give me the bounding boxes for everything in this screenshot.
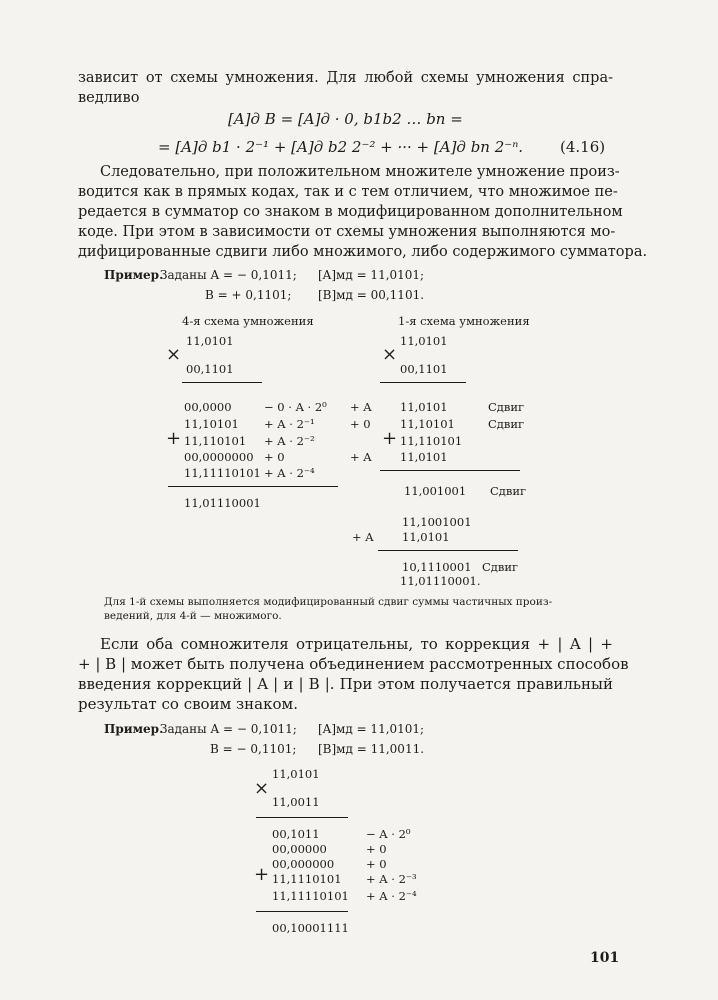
intro-line: ведливо	[78, 90, 140, 106]
scheme-1-add-op: + A	[350, 400, 372, 414]
scheme-4-multiplicand: 11,0101	[186, 334, 234, 348]
scheme-1-row: 11,10101	[400, 417, 455, 431]
plus-sign: +	[166, 428, 182, 449]
example-2-op: + 0	[366, 842, 387, 856]
scheme-4-result: 11,01110001	[184, 496, 261, 510]
scheme-4-header: 4-я схема умножения	[182, 314, 314, 328]
divider	[168, 486, 338, 487]
scheme-1-row: 11,0101	[402, 530, 450, 544]
multiply-sign: ×	[382, 344, 398, 365]
scheme-1-result: 11,01110001.	[400, 574, 481, 588]
paragraph-line: водится как в прямых кодах, так и с тем отличием, что множимое пе-	[78, 184, 618, 200]
example-1-caption: ведений, для 4-й — множимого.	[104, 610, 282, 622]
example-1-given-b: B = + 0,1101;	[205, 288, 292, 302]
paragraph-line: введения коррекций | A | и | B |. При этом получается правильный	[78, 675, 613, 693]
scheme-4-multiplier: 00,1101	[186, 362, 234, 376]
example-2-given-a-mod: [A]мд = 11,0101;	[318, 722, 425, 736]
example-1-given-b-mod: [B]мд = 00,1101.	[318, 288, 425, 302]
paragraph-line: редается в сумматор со знаком в модифицированном дополнительном	[78, 204, 623, 220]
example-2-given-a: Заданы A = − 0,1011;	[160, 722, 297, 736]
equation-number: (4.16)	[560, 138, 606, 156]
scheme-1-row: 11,110101	[400, 434, 463, 448]
example-2-multiplier: 11,0011	[272, 795, 320, 809]
example-2-row: 11,11110101	[272, 889, 349, 903]
scheme-1-sum: 11,001001	[404, 484, 467, 498]
example-2-op: + 0	[366, 857, 387, 871]
scheme-4-row: 00,0000	[184, 400, 232, 414]
example-1-label: Пример.	[104, 268, 164, 282]
multiply-sign: ×	[254, 778, 270, 799]
example-2-op: + A · 2⁻⁴	[366, 889, 417, 903]
scheme-4-row: 11,10101	[184, 417, 239, 431]
equation-line-2: = [A]д b1 · 2⁻¹ + [A]д b2 2⁻² + ··· + [A]д bn 2⁻ⁿ.	[158, 138, 524, 156]
shift-label: Сдвиг	[488, 417, 525, 431]
shift-label: Сдвиг	[490, 484, 527, 498]
scheme-1-add-op: + 0	[350, 417, 371, 431]
scheme-4-op: + 0	[264, 450, 285, 464]
example-2-given-b-mod: [B]мд = 11,0011.	[318, 742, 425, 756]
shift-label: Сдвиг	[482, 560, 519, 574]
example-1-given-a-mod: [A]мд = 11,0101;	[318, 268, 425, 282]
scheme-1-row: 11,1001001	[402, 515, 472, 529]
plus-sign: +	[254, 864, 270, 885]
scheme-1-add-op: + A	[352, 530, 374, 544]
example-2-result: 00,10001111	[272, 921, 349, 935]
example-1-given-a: Заданы A = − 0,1011;	[160, 268, 297, 282]
paragraph-line: дифицированные сдвиги либо множимого, либо содержимого сумматора.	[78, 244, 648, 260]
scheme-1-sum: 10,1110001	[402, 560, 472, 574]
scheme-1-multiplier: 00,1101	[400, 362, 448, 376]
page-number: 101	[590, 950, 620, 966]
paragraph-line: результат со своим знаком.	[78, 695, 298, 713]
paragraph-line: + | B | может быть получена объединением рассмотренных способов	[78, 655, 629, 673]
example-2-op: − A · 2⁰	[366, 827, 411, 841]
divider	[380, 470, 520, 471]
scheme-4-row: 11,110101	[184, 434, 247, 448]
equation-line-1: [A]д B = [A]д · 0, b1b2 … bn =	[228, 110, 463, 128]
example-2-row: 00,00000	[272, 842, 327, 856]
scheme-4-op: + A · 2⁻²	[264, 434, 315, 448]
example-2-row: 11,1110101	[272, 872, 342, 886]
divider	[256, 817, 348, 818]
scheme-4-op: + A · 2⁻¹	[264, 417, 315, 431]
scheme-4-row: 11,11110101	[184, 466, 261, 480]
example-2-row: 00,000000	[272, 857, 335, 871]
divider	[182, 382, 262, 383]
intro-text	[78, 68, 613, 108]
example-2-row: 00,1011	[272, 827, 320, 841]
scheme-1-row: 11,0101	[400, 400, 448, 414]
scheme-4-op: − 0 · A · 2⁰	[264, 400, 327, 414]
scheme-1-multiplicand: 11,0101	[400, 334, 448, 348]
paragraph-line: Следовательно, при положительном множителе умножение произ-	[100, 164, 620, 180]
paragraph-2	[78, 634, 629, 714]
shift-label: Сдвиг	[488, 400, 525, 414]
scheme-1-add-op: + A	[350, 450, 372, 464]
multiply-sign: ×	[166, 344, 182, 365]
scheme-1-header: 1-я схема умножения	[398, 314, 530, 328]
example-2-label: Пример.	[104, 722, 164, 736]
divider	[378, 550, 518, 551]
example-2-multiplicand: 11,0101	[272, 767, 320, 781]
example-2-given-b: B = − 0,1101;	[210, 742, 297, 756]
scheme-4-row: 00,0000000	[184, 450, 254, 464]
example-1-caption: Для 1-й схемы выполняется модифицированный сдвиг суммы частичных произ-	[104, 596, 553, 608]
intro-line: зависит от схемы умножения. Для любой схемы умножения спра-	[78, 70, 613, 86]
scheme-4-op: + A · 2⁻⁴	[264, 466, 315, 480]
paragraph-1	[78, 162, 648, 262]
example-2-op: + A · 2⁻³	[366, 872, 417, 886]
paragraph-line: Если оба сомножителя отрицательны, то коррекция + | A | +	[100, 635, 613, 653]
divider	[256, 911, 348, 912]
divider	[380, 382, 466, 383]
paragraph-line: коде. При этом в зависимости от схемы умножения выполняются мо-	[78, 224, 616, 240]
scheme-1-row: 11,0101	[400, 450, 448, 464]
plus-sign: +	[382, 428, 398, 449]
